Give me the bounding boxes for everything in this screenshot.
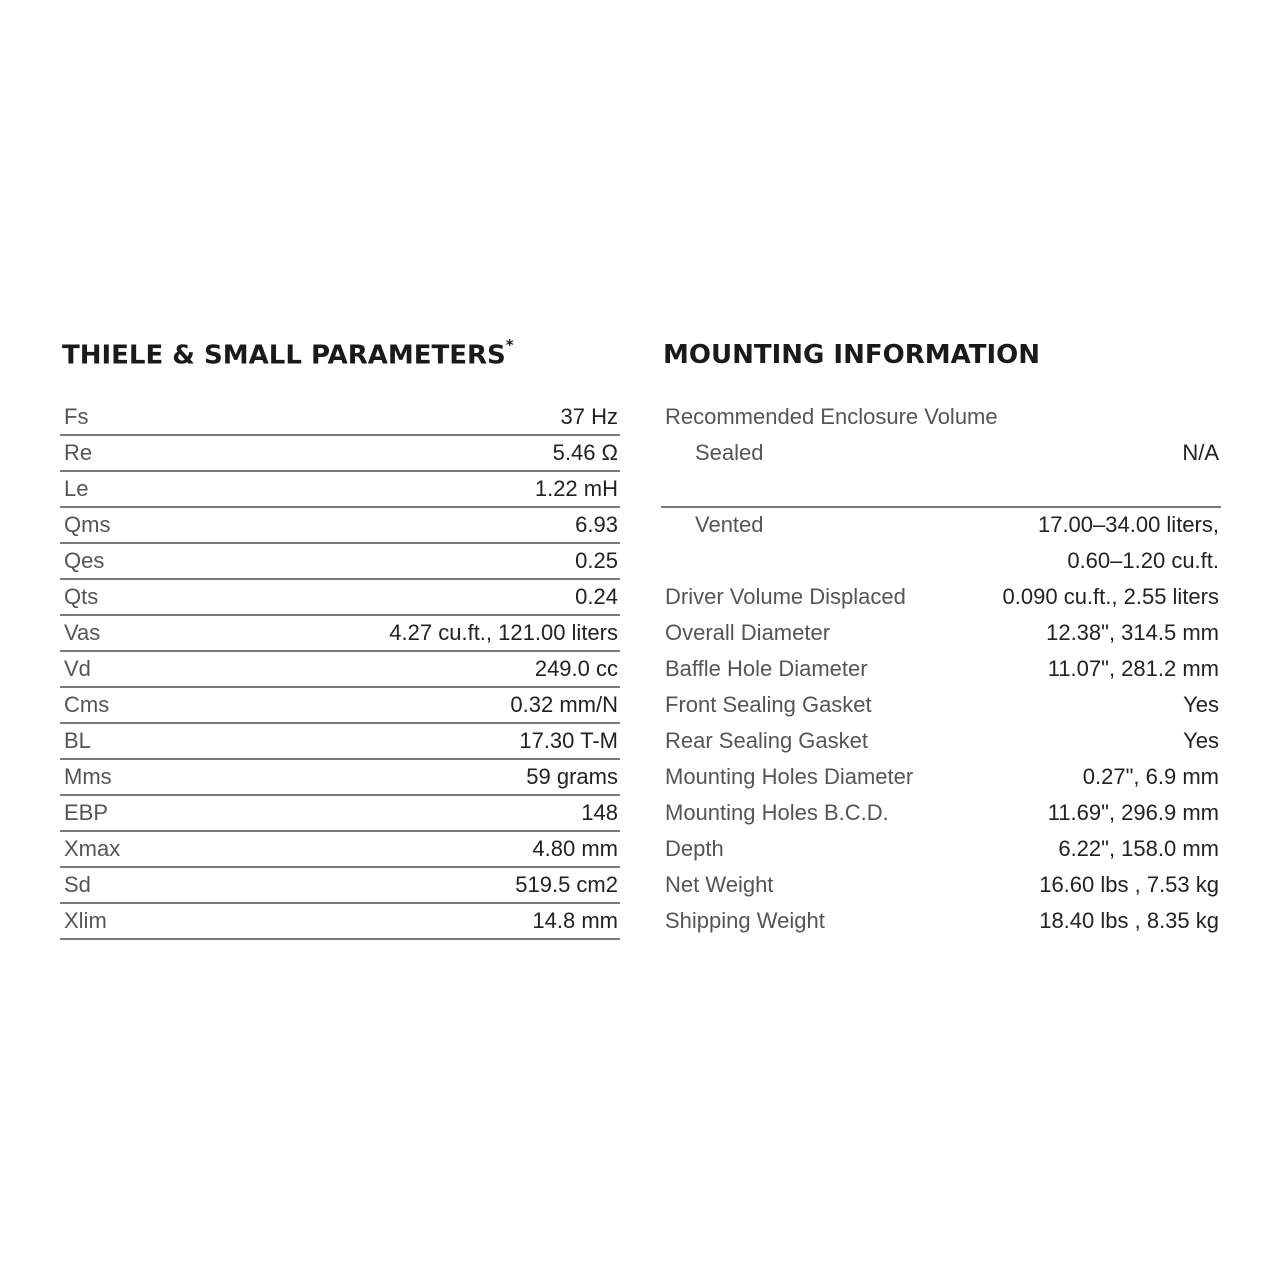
param-label: Re — [64, 440, 93, 465]
table-row — [60, 580, 620, 616]
sealed-label: Sealed — [695, 440, 764, 465]
table-row — [661, 796, 1221, 832]
param-value: 0.32 mm/N — [510, 692, 618, 717]
table-row — [60, 508, 620, 544]
table-row — [60, 652, 620, 688]
recommended-enclosure-row — [661, 400, 1221, 436]
table-row — [60, 904, 620, 940]
vented-value-cuft: 0.60–1.20 cu.ft. — [1067, 548, 1219, 573]
mount-value: 11.69", 296.9 mm — [1047, 800, 1219, 825]
mount-value: 0.27", 6.9 mm — [1082, 764, 1219, 789]
param-value: 0.24 — [575, 584, 618, 609]
vented-label: Vented — [695, 512, 764, 537]
table-row — [60, 400, 620, 436]
param-label: Fs — [64, 404, 89, 429]
param-value: 4.80 mm — [532, 836, 618, 861]
table-row — [661, 652, 1221, 688]
thiele-small-title: THIELE & SMALL PARAMETERS — [62, 340, 506, 371]
param-value: 249.0 cc — [534, 656, 618, 681]
param-label: Qts — [64, 584, 99, 609]
mount-label: Driver Volume Displaced — [665, 584, 906, 609]
param-label: Xlim — [64, 908, 107, 933]
mounting-info-table — [661, 400, 1221, 940]
param-value: 519.5 cm2 — [515, 872, 618, 897]
mount-label: Baffle Hole Diameter — [665, 656, 868, 681]
param-label: Sd — [64, 872, 91, 897]
table-row — [60, 832, 620, 868]
table-row — [661, 616, 1221, 652]
mount-value: 18.40 lbs , 8.35 kg — [1039, 908, 1219, 933]
mount-value: 16.60 lbs , 7.53 kg — [1039, 872, 1219, 897]
table-row — [60, 796, 620, 832]
table-row — [60, 472, 620, 508]
param-label: Vd — [64, 656, 91, 681]
param-value: 14.8 mm — [532, 908, 618, 933]
mount-label: Overall Diameter — [665, 620, 831, 645]
mount-label: Mounting Holes B.C.D. — [665, 800, 889, 825]
mount-value: Yes — [1183, 692, 1219, 717]
param-label: EBP — [64, 800, 109, 825]
table-row — [60, 616, 620, 652]
mount-label: Depth — [665, 836, 724, 861]
thiele-small-table — [60, 400, 620, 940]
param-label: Qms — [64, 512, 111, 537]
mount-value: 12.38", 314.5 mm — [1046, 620, 1219, 645]
param-value: 6.93 — [575, 512, 618, 537]
param-label: Mms — [64, 764, 112, 789]
sealed-value: N/A — [1182, 440, 1219, 465]
sealed-row — [661, 436, 1221, 472]
sealed-spacer-row — [661, 472, 1221, 508]
vented-row — [661, 508, 1221, 544]
param-value: 59 grams — [526, 764, 618, 789]
param-value: 5.46 Ω — [552, 440, 618, 465]
table-row — [60, 688, 620, 724]
mount-label: Shipping Weight — [665, 908, 825, 933]
param-label: Vas — [64, 620, 101, 645]
table-row — [661, 832, 1221, 868]
mount-label: Mounting Holes Diameter — [665, 764, 914, 789]
table-row — [60, 436, 620, 472]
table-row — [60, 868, 620, 904]
mount-value: Yes — [1183, 728, 1219, 753]
param-value: 37 Hz — [560, 404, 618, 429]
param-label: Xmax — [64, 836, 121, 861]
mount-label: Front Sealing Gasket — [665, 692, 872, 717]
table-row — [60, 544, 620, 580]
vented-value-liters: 17.00–34.00 liters, — [1037, 512, 1219, 537]
mount-value: 0.090 cu.ft., 2.55 liters — [1002, 584, 1219, 609]
table-row — [60, 760, 620, 796]
mount-label: Rear Sealing Gasket — [665, 728, 868, 753]
mounting-info-heading: MOUNTING INFORMATION — [663, 340, 1040, 370]
table-row — [661, 760, 1221, 796]
param-value: 1.22 mH — [534, 476, 618, 501]
mount-value: 11.07", 281.2 mm — [1047, 656, 1219, 681]
param-value: 148 — [581, 800, 618, 825]
param-label: Qes — [64, 548, 105, 573]
table-row — [661, 580, 1221, 616]
thiele-small-heading — [62, 336, 514, 371]
vented-row-cont — [661, 544, 1221, 580]
recommended-enclosure-label: Recommended Enclosure Volume — [665, 404, 998, 429]
footnote-mark: * — [505, 336, 514, 354]
mount-label: Net Weight — [665, 872, 774, 897]
param-value: 4.27 cu.ft., 121.00 liters — [389, 620, 618, 645]
table-row — [661, 904, 1221, 940]
table-row — [661, 688, 1221, 724]
param-label: Cms — [64, 692, 110, 717]
param-label: Le — [64, 476, 89, 501]
table-row — [661, 724, 1221, 760]
mount-value: 6.22", 158.0 mm — [1058, 836, 1219, 861]
param-value: 0.25 — [575, 548, 618, 573]
table-row — [60, 724, 620, 760]
table-row — [661, 868, 1221, 904]
param-label: BL — [64, 728, 91, 753]
param-value: 17.30 T-M — [519, 728, 618, 753]
